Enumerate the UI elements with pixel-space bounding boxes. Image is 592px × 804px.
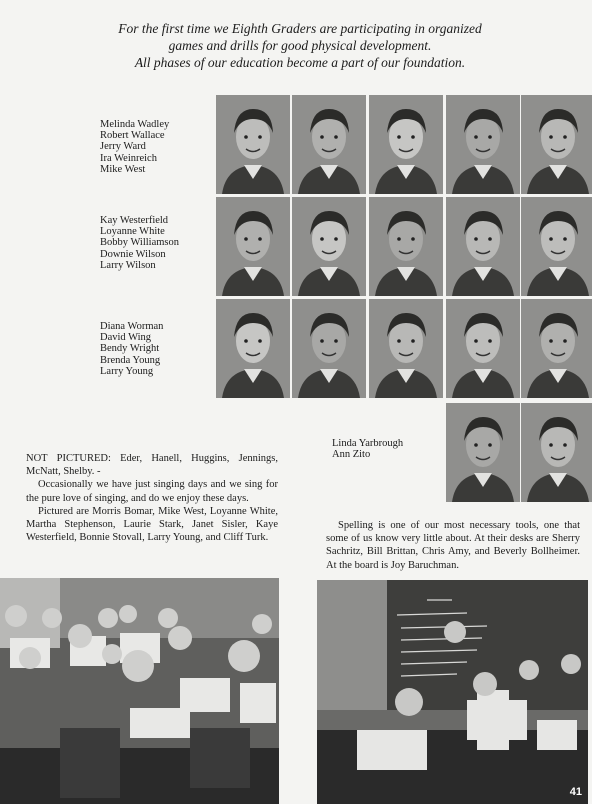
name-list-row-2 — [100, 215, 179, 271]
student-portrait — [446, 403, 520, 502]
student-name: Bendy Wright — [100, 343, 160, 355]
student-portrait — [216, 197, 290, 296]
singing-class-photo — [0, 578, 279, 804]
name-list-row-3 — [100, 321, 163, 377]
student-portrait — [521, 95, 592, 194]
student-name: Mike West — [100, 163, 146, 175]
student-portrait — [446, 299, 520, 398]
spelling-paragraph: Spelling is one of our most necessary tools, one that some of us know very little about. At their desks are Sherry Sachritz, Bill Brittan, Chris Amy, and Beverly Bollheimer. At the board is Joy Baruchman. — [326, 520, 580, 571]
student-name: Diana Worman — [100, 321, 164, 332]
intro-line-3: All phases of our education become a part of our foundation. — [134, 55, 466, 70]
student-name: Linda Yarbrough — [332, 438, 404, 449]
student-portrait — [521, 403, 592, 502]
student-portrait — [369, 299, 443, 398]
student-portrait — [446, 197, 520, 296]
intro-caption — [60, 20, 540, 71]
student-portrait — [521, 299, 592, 398]
student-name: Downie Wilson — [100, 248, 166, 260]
student-name: Ann Zito — [332, 449, 371, 461]
singing-caption — [26, 452, 278, 544]
name-list-row-4 — [332, 438, 403, 460]
student-name: Larry Young — [100, 365, 154, 377]
student-portrait — [446, 95, 520, 194]
student-name: David Wing — [100, 332, 152, 344]
student-portrait — [521, 197, 592, 296]
not-pictured-names: Eder, Hanell, Huggins, Jennings, McNatt, Shelby. - — [26, 453, 278, 478]
student-name: Kay Westerfield — [100, 215, 169, 226]
student-name: Ira Weinreich — [100, 152, 157, 164]
page-number: 41 — [569, 786, 582, 798]
student-name: Bobby Williamson — [100, 237, 180, 249]
student-portrait — [369, 197, 443, 296]
student-name: Larry Wilson — [100, 259, 156, 271]
spelling-class-photo — [317, 580, 588, 804]
singing-paragraph: Occasionally we have just singing days and we sing for the pure love of singing, and do we enjoy these days. — [26, 479, 278, 504]
student-name: Loyanne White — [100, 226, 165, 238]
student-name: Robert Wallace — [100, 130, 165, 142]
student-portrait — [292, 197, 366, 296]
student-portrait — [216, 95, 290, 194]
student-portrait — [292, 95, 366, 194]
student-portrait — [369, 95, 443, 194]
intro-line-1: For the first time we Eighth Graders are participating in organized — [118, 21, 482, 36]
intro-line-2: games and drills for good physical development. — [168, 38, 432, 53]
student-portrait — [292, 299, 366, 398]
not-pictured-label: NOT PICTURED: — [26, 453, 111, 464]
pictured-paragraph: Pictured are Morris Bomar, Mike West, Loyanne White, Martha Stephenson, Laurie Stark, Janet Sisler, Kaye Westerfield, Bonnie Stovall, Larry Young, and Cliff Turk. — [26, 505, 278, 544]
student-name: Melinda Wadley — [100, 119, 170, 130]
student-name: Brenda Young — [100, 354, 161, 366]
spelling-caption — [326, 519, 580, 572]
student-name: Jerry Ward — [100, 141, 146, 153]
student-portrait — [216, 299, 290, 398]
name-list-row-1 — [100, 119, 169, 175]
